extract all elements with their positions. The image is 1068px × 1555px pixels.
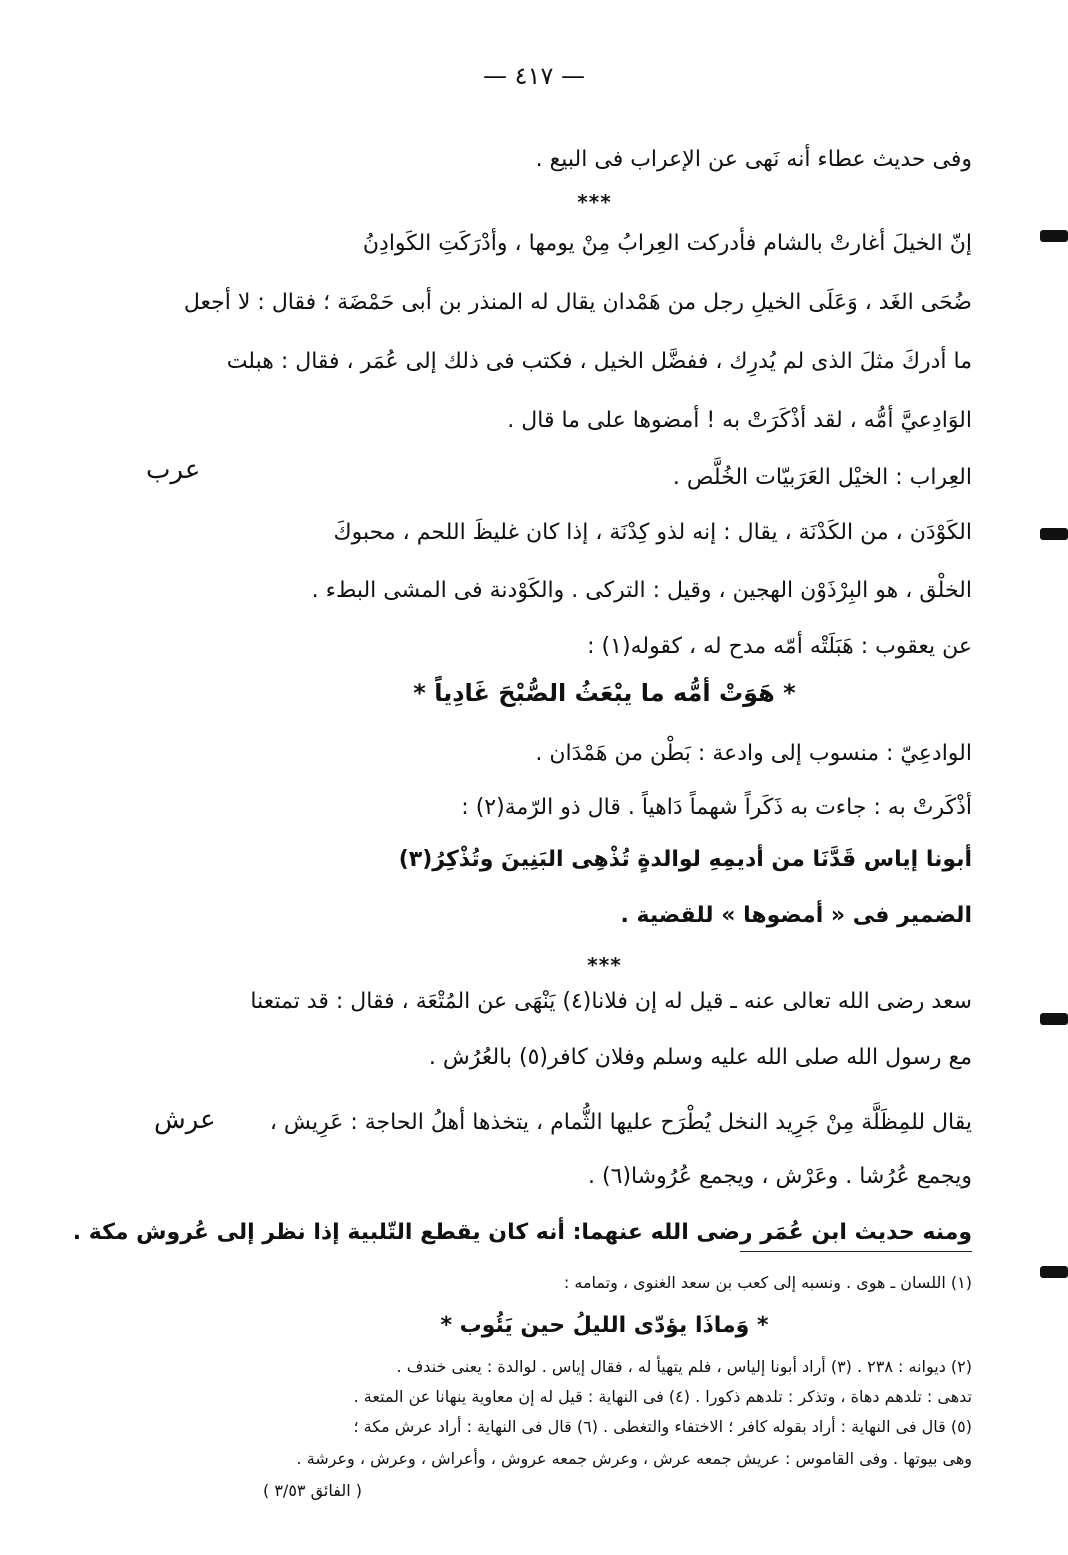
footnote-verse: * وَماذَا يؤدّى الليلُ حين يَئُوب * (440, 1313, 769, 1338)
gloss-line: العِراب : الخيْل العَرَبيّات الخُلَّص . (672, 465, 972, 490)
hadith-line: ضُحَى الغَد ، وَعَلَى الخيلِ رجل من هَمْدان يقال له المنذر بن أبى حَمْضَة ؛ فقال : لا أجعل (183, 290, 972, 315)
gloss-line: الكَوْدَن ، من الكَدْنَة ، يقال : إنه لذو كِدْنَة ، إذا كان غليظَ اللحم ، محبوكَ (333, 520, 972, 545)
gloss-line: الخلْق ، هو البِرْذَوْن الهجين ، وقيل : التركى . والكَوْدنة فى المشى البطء . (311, 578, 972, 603)
gloss-line: الضمير فى « أمضوها » للقضية . (620, 903, 972, 928)
footnote-separator (740, 1251, 972, 1252)
footnote-line: (٢) ديوانه : ٢٣٨ . (٣) أراد أبونا إلياس ، فلم يتهيأ له ، فقال إياس . لوالدة : يعنى خندف . (396, 1357, 972, 1376)
gloss-line: يقال للمِظَلَّة مِنْ جَرِيد النخل يُطْرَح عليها الثُّمام ، يتخذها أهلُ الحاجة : عَرِيش ، (269, 1110, 972, 1135)
quoted-verse: أبونا إياس قَدَّنَا من أديمِهِ لوالدةٍ تُذْهِى البَنِينَ وتُذْكِرُ(٣) (398, 847, 972, 872)
page-number: — ٤١٧ — (483, 62, 585, 90)
scan-edge-mark (1040, 528, 1068, 540)
footnote-line: (١) اللسان ـ هوى . ونسبه إلى كعب بن سعد الغنوى ، وتمامه : (563, 1273, 972, 1292)
footnote-line: وهى بيوتها . وفى القاموس : عريش جمعه عرش ، وعرش جمعه عروش ، وأعراش ، وعرش ، وعرشة . (296, 1449, 972, 1468)
margin-root-word-arsh: عرش (154, 1105, 216, 1135)
gloss-line: أذْكَرتْ به : جاءت به ذَكَراً شهماً دَاهياً . قال ذو الرّمة(٢) : (461, 795, 972, 820)
hadith-line: إنّ الخيلَ أغارتْ بالشام فأدركت العِرابُ مِنْ يومها ، وأدْرَكَتِ الكَوادِنُ (362, 231, 972, 256)
section-separator: *** (577, 190, 612, 214)
hadith-line: ما أدركَ مثلَ الذى لم يُدرِك ، ففضَّل الخيل ، فكتب فى ذلك إلى عُمَر ، فقال : هبلت (226, 349, 972, 374)
gloss-line: الوادعِيّ : منسوب إلى وادعة : بَطْن من هَمْدَان . (535, 741, 972, 766)
scan-edge-mark (1040, 230, 1068, 242)
footnote-line: تدهى : تلدهم دهاة ، وتذكر : تلدهم ذكورا . (٤) فى النهاية : قيل له إن معاوية ينهانا عن المتعة . (353, 1387, 972, 1406)
hadith-line: مع رسول الله صلى الله عليه وسلم وفلان كافر(٥) بالعُرُش . (428, 1045, 972, 1070)
gloss-line: ويجمع عُرُشا . وعَرْش ، ويجمع عُرُوشا(٦) . (588, 1164, 972, 1189)
hadith-line: سعد رضى الله تعالى عنه ـ قيل له إن فلانا(٤) يَنْهَى عن المُتْعَة ، فقال : قد تمتعنا (250, 989, 972, 1014)
margin-root-word-arab: عرب (146, 455, 201, 485)
gloss-line: ومنه حديث ابن عُمَر رضى الله عنهما: أنه كان يقطع التّلبية إذا نظر إلى عُروش مكة . (72, 1220, 972, 1245)
footnote-source: ( الفائق ٣/٥٣ ) (263, 1481, 362, 1500)
section-separator: *** (587, 953, 622, 977)
scan-edge-mark (1040, 1266, 1068, 1278)
footnote-line: (٥) قال فى النهاية : أراد بقوله كافر ؛ الاختفاء والتغطى . (٦) قال فى النهاية : أراد عرش مكة ؛ (353, 1417, 972, 1436)
text-line: وفى حديث عطاء أنه نَهى عن الإعراب فى البيع . (535, 147, 972, 172)
quoted-verse: * هَوَتْ أمُّه ما يبْعَثُ الصُّبْحَ غَادِياً * (413, 679, 796, 707)
gloss-line: عن يعقوب : هَبَلَتْه أمّه مدح له ، كقوله(١) : (587, 634, 972, 659)
hadith-line: الوَادِعيَّ أمُّه ، لقد أذْكَرَتْ به ! أمضوها على ما قال . (507, 408, 972, 433)
scan-edge-mark (1040, 1013, 1068, 1025)
